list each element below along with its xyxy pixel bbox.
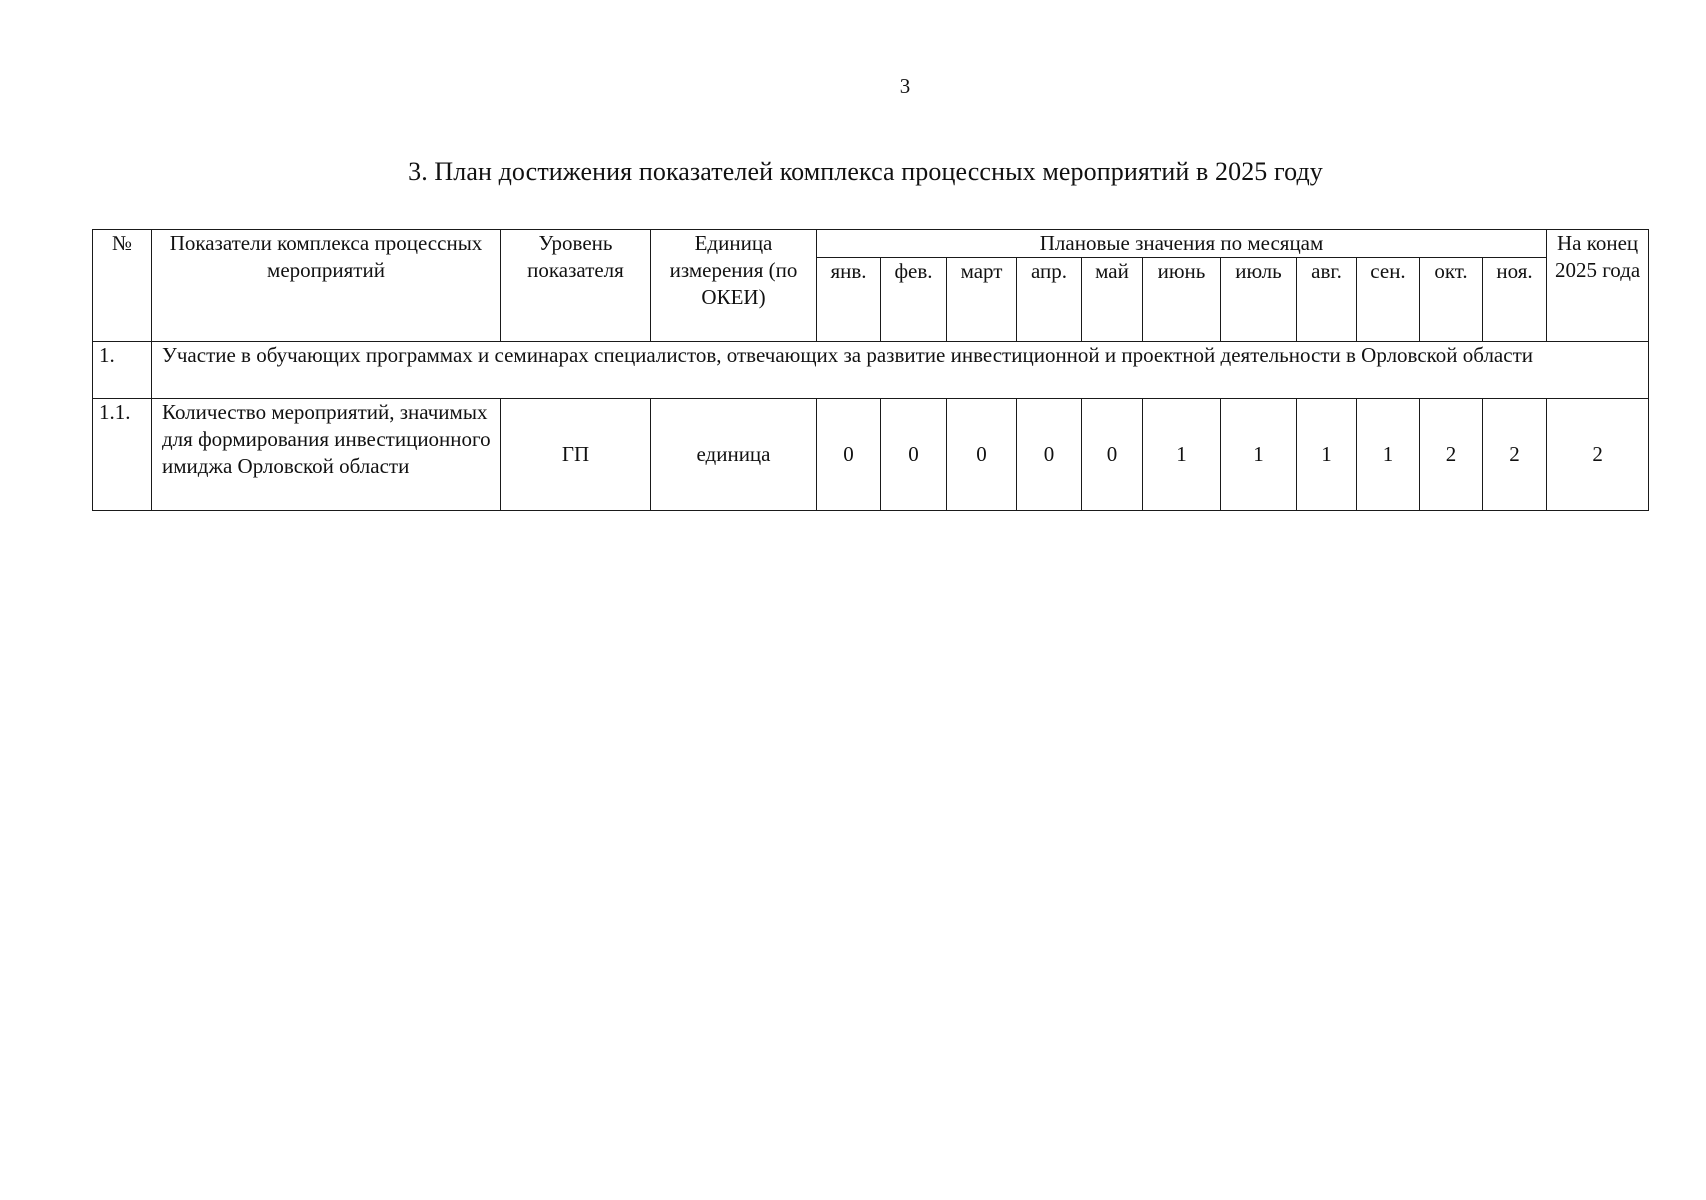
header-month: сен. — [1357, 258, 1420, 342]
row-unit: единица — [651, 399, 817, 511]
row-value: 2 — [1483, 399, 1547, 511]
row-value: 1 — [1143, 399, 1221, 511]
row-indicator: Количество мероприятий, значимых для формирования инвестиционного имиджа Орловской области — [152, 399, 501, 511]
header-month: июнь — [1143, 258, 1221, 342]
header-month: апр. — [1017, 258, 1082, 342]
plan-table — [92, 229, 1649, 511]
header-row-top — [93, 230, 1649, 258]
header-month: окт. — [1420, 258, 1483, 342]
header-monthly-group: Плановые значения по месяцам — [817, 230, 1547, 258]
row-value: 0 — [881, 399, 947, 511]
header-unit: Единица измерения (по ОКЕИ) — [651, 230, 817, 342]
header-level: Уровень показателя — [501, 230, 651, 342]
table-row — [93, 399, 1649, 511]
section-num: 1. — [93, 342, 152, 399]
row-value: 0 — [1082, 399, 1143, 511]
page-number: 3 — [899, 74, 911, 98]
row-value: 1 — [1357, 399, 1420, 511]
row-value: 0 — [817, 399, 881, 511]
row-value: 1 — [1221, 399, 1297, 511]
section-row — [93, 342, 1649, 399]
header-month: май — [1082, 258, 1143, 342]
header-year-end: На конец 2025 года — [1547, 230, 1649, 342]
row-value: 0 — [1017, 399, 1082, 511]
row-value: 2 — [1420, 399, 1483, 511]
document-title: 3. План достижения показателей комплекса процессных мероприятий в 2025 году — [408, 157, 1323, 186]
row-level: ГП — [501, 399, 651, 511]
header-month: янв. — [817, 258, 881, 342]
row-value: 0 — [947, 399, 1017, 511]
header-indicator: Показатели комплекса процессных мероприятий — [152, 230, 501, 342]
header-month: март — [947, 258, 1017, 342]
row-value: 1 — [1297, 399, 1357, 511]
header-month: июль — [1221, 258, 1297, 342]
section-title: Участие в обучающих программах и семинарах специалистов, отвечающих за развитие инвестиционной и проектной деятельности в Орловской области — [152, 342, 1649, 399]
row-year-end: 2 — [1547, 399, 1649, 511]
row-num: 1.1. — [93, 399, 152, 511]
header-month: ноя. — [1483, 258, 1547, 342]
header-num: № — [93, 230, 152, 342]
header-month: авг. — [1297, 258, 1357, 342]
header-month: фев. — [881, 258, 947, 342]
